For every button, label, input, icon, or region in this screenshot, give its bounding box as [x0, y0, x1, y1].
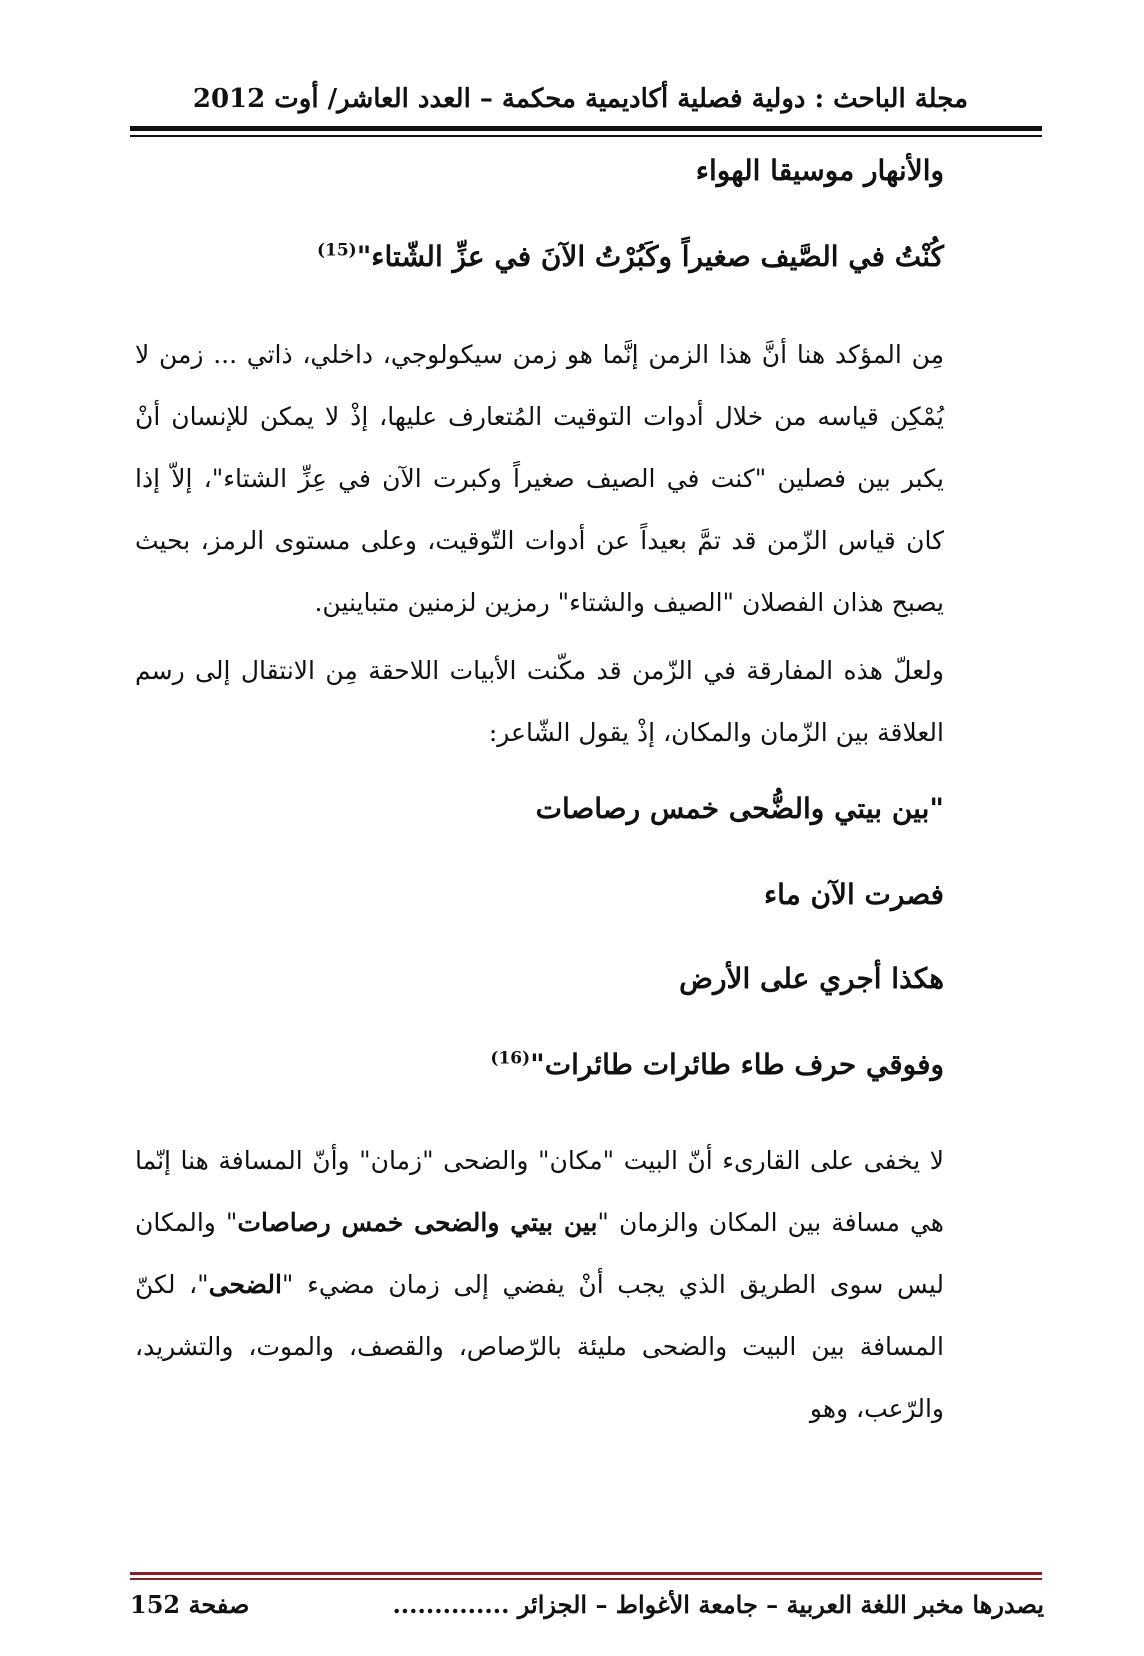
footnote-marker: (15): [316, 240, 357, 261]
header-rule-thin: [130, 135, 1042, 137]
paragraph-text: "، لكنّ المسافة بين البيت والضحى مليئة بالرّصاص، والقصف، والموت، والتشريد، والرّعب، وهو: [135, 1270, 944, 1423]
verse-line: [135, 240, 944, 273]
verse-line: فصرت الآن ماء: [764, 878, 944, 911]
verse-line: "بين بيتي والضُّحى خمس رصاصات: [535, 792, 944, 825]
paragraph: ولعلّ هذه المفارقة في الزّمن قد مكّنت الأبيات اللاحقة مِن الانتقال إلى رسم العلاقة بين الزّمان والمكان، إذْ يقول الشّاعر:: [135, 656, 944, 747]
footer-publisher: يصدرها مخبر اللغة العربية – جامعة الأغواط – الجزائر ..............: [392, 1590, 1044, 1619]
quoted-verse-bold: بين بيتي والضحى خمس رصاصات: [237, 1208, 598, 1237]
paragraph-text: " والمكان ليس سوى الطريق الذي يجب أنْ يفضي إلى زمان مضيء ": [135, 1208, 944, 1299]
verse-text: كُنْتُ في الصَّيف صغيراً وكَبُرْتُ الآنَ في عزِّ الشّتاء": [356, 240, 944, 273]
header-rule-thick: [130, 126, 1042, 131]
paragraph: [135, 1130, 944, 1440]
verse-line: والأنهار موسيقا الهواء: [695, 154, 944, 187]
page-number: صفحة 152: [130, 1590, 250, 1619]
verse-text: وفوقي حرف طاء طائرات طائرات": [530, 1048, 944, 1081]
quoted-word-bold: الضحى: [208, 1270, 282, 1299]
verse-line: [135, 1048, 944, 1081]
paragraph: مِن المؤكد هنا أنَّ هذا الزمن إنَّما هو زمن سيكولوجي، داخلي، ذاتي ... زمن لا يُمْكِن قياسه من خلال أدوات التوقيت المُتعارف عليها، إذْ لا يمكن للإنسان أنْ يكبر بين فصلين "كنت في الصيف صغيراً وكبرت الآن في عِزِّ الشتاء"، إلاّ إذا كان قياس الزّمن قد تمَّ بعيداً عن أدوات التّوقيت، وعلى مستوى الرمز، بحيث يصبح هذان الفصلان "الصيف والشتاء" رمزين لزمنين متباينين.: [135, 340, 944, 617]
verse-line: هكذا أجري على الأرض: [679, 962, 944, 995]
paragraph-text: لا يخفى على القارىء أنّ البيت "مكان" والضحى "زمان" وأنّ المسافة هنا إنّما هي مسافة بين المكان والزمان ": [135, 1146, 944, 1237]
footer-rule-lower: [130, 1578, 1042, 1580]
footer-rule-upper: [130, 1572, 1042, 1575]
footnote-marker: (16): [490, 1048, 531, 1069]
page-footer: [130, 1590, 1044, 1630]
journal-header: مجلة الباحث : دولية فصلية أكاديمية محكمة – العدد العاشر/ أوت 2012: [192, 84, 968, 114]
